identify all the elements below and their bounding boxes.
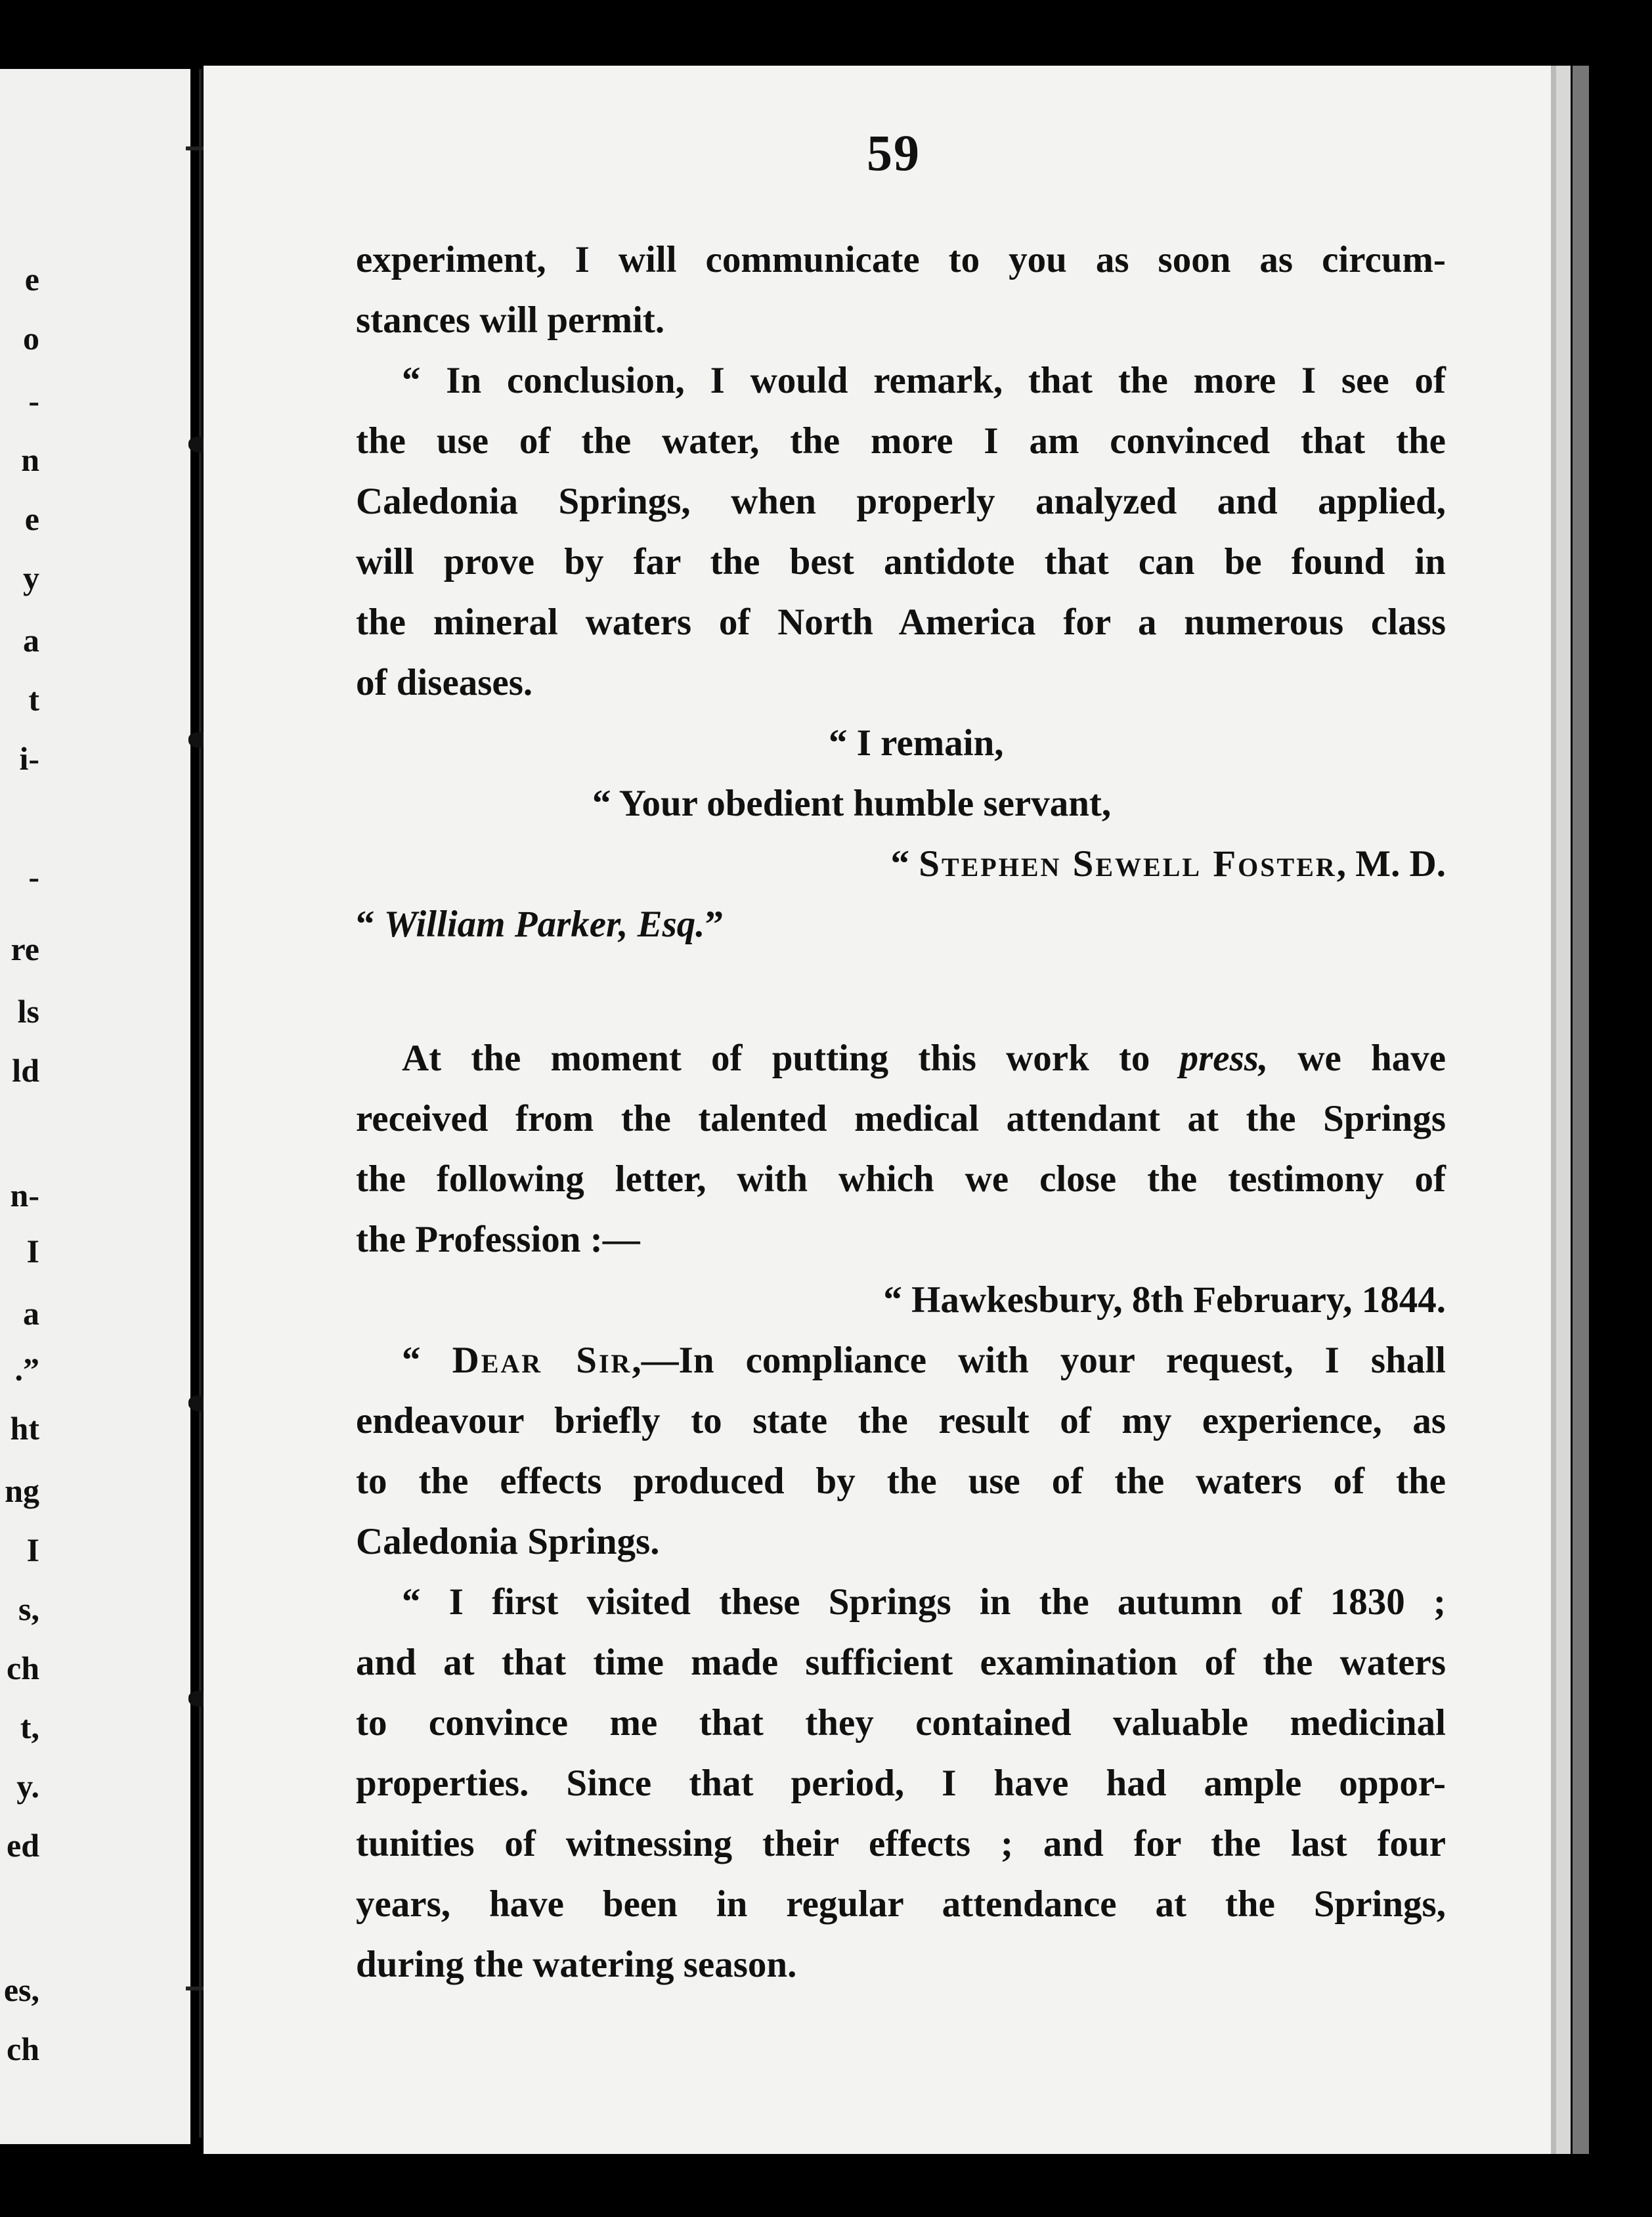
text-line: and at that time made sufficient examination of the waters	[356, 1642, 1446, 1683]
book-page	[204, 66, 1571, 2154]
left-fragment: es,	[3, 1971, 39, 2008]
text-line: Caledonia Springs.	[356, 1521, 660, 1562]
salutation-quote: “	[402, 1340, 452, 1381]
left-fragment: y	[23, 560, 39, 596]
signature-title: , M. D.	[1336, 843, 1446, 885]
left-fragment: e	[24, 261, 39, 297]
left-fragment: ed	[7, 1827, 39, 1864]
text-line: of diseases.	[356, 662, 533, 703]
text-segment: At the moment of putting this work to	[402, 1038, 1180, 1079]
closing-servant: “ Your obedient humble servant,	[592, 783, 1112, 824]
left-fragment: e	[24, 500, 39, 537]
text-segment: we have	[1268, 1038, 1446, 1079]
left-fragment: y.	[16, 1768, 39, 1805]
signature-name: Stephen Sewell Foster	[919, 843, 1337, 885]
left-fragment: ng	[5, 1472, 39, 1509]
left-fragment: s,	[18, 1591, 39, 1627]
salutation-rest: ,—In compliance with your request, I shall	[632, 1340, 1446, 1381]
text-line: “ I first visited these Springs in the autumn of 1830 ;	[402, 1581, 1446, 1623]
text-line: experiment, I will communicate to you as soon as circum-	[356, 239, 1446, 280]
addressee-name: William Parker, Esq.	[383, 904, 705, 945]
left-fragment: ch	[7, 2030, 39, 2067]
signature-quote: “	[890, 843, 919, 885]
text-line	[356, 1028, 1446, 1089]
page-number: 59	[867, 124, 921, 181]
text-line: the following letter, with which we close the testimony of	[356, 1158, 1446, 1200]
letter-dateline: “ Hawkesbury, 8th February, 1844.	[883, 1279, 1446, 1321]
left-fragment: ht	[10, 1410, 39, 1447]
left-fragment: n-	[10, 1177, 39, 1214]
left-fragment: a	[23, 1295, 39, 1332]
text-line: will prove by far the best antidote that can be found in	[356, 541, 1446, 582]
left-fragment: I	[26, 1531, 39, 1568]
page-body-text	[356, 230, 1446, 1995]
left-fragment: ls	[17, 993, 39, 1030]
text-line: the use of the water, the more I am convinced that the	[356, 420, 1446, 462]
text-line: properties. Since that period, I have had ample oppor-	[356, 1763, 1446, 1804]
paragraph-gap	[356, 955, 1446, 1028]
left-fragment: o	[23, 320, 39, 357]
salutation: Dear Sir	[452, 1340, 632, 1381]
left-fragment: n	[21, 441, 39, 478]
left-fragment: ch	[7, 1650, 39, 1686]
left-fragment: .”	[14, 1351, 39, 1388]
left-fragment: t	[28, 681, 39, 718]
text-line: received from the talented medical attendant at the Springs	[356, 1098, 1446, 1139]
left-fragment: t,	[20, 1709, 39, 1745]
text-line: Caledonia Springs, when properly analyzed and applied,	[356, 481, 1446, 522]
spine-thread	[199, 69, 202, 2138]
text-italic-press: press,	[1179, 1038, 1269, 1079]
closing-remain: “ I remain,	[829, 722, 1004, 764]
text-line: years, have been in regular attendance at the Springs,	[356, 1883, 1446, 1925]
text-line: the Profession :—	[356, 1219, 640, 1260]
text-line: during the watering season.	[356, 1944, 797, 1985]
addressee-quote-open: “	[356, 904, 384, 945]
left-fragment: a	[23, 622, 39, 659]
text-line: “ In conclusion, I would remark, that the more I see of	[402, 360, 1446, 401]
text-line: endeavour briefly to state the result of my experience, as	[356, 1400, 1446, 1441]
left-fragment: re	[11, 931, 39, 967]
text-line: the mineral waters of North America for a numerous class	[356, 602, 1446, 643]
left-fragment: ld	[12, 1052, 39, 1089]
text-line: tunities of witnessing their effects ; and for the last four	[356, 1823, 1446, 1864]
text-line: stances will permit.	[356, 299, 665, 341]
page-edge-shadow	[1573, 66, 1589, 2154]
left-fragment: -	[28, 858, 39, 895]
text-line: to convince me that they contained valuable medicinal	[356, 1702, 1446, 1744]
addressee-line	[356, 894, 1446, 955]
salutation-line	[356, 1330, 1446, 1391]
signature-line	[356, 834, 1446, 894]
text-line: to the effects produced by the use of the waters of the	[356, 1460, 1446, 1502]
left-fragment: -	[28, 382, 39, 419]
left-fragment: I	[26, 1233, 39, 1269]
addressee-quote-close: ”	[705, 904, 724, 945]
left-fragment: i-	[19, 740, 39, 777]
left-facing-page	[0, 69, 190, 2144]
